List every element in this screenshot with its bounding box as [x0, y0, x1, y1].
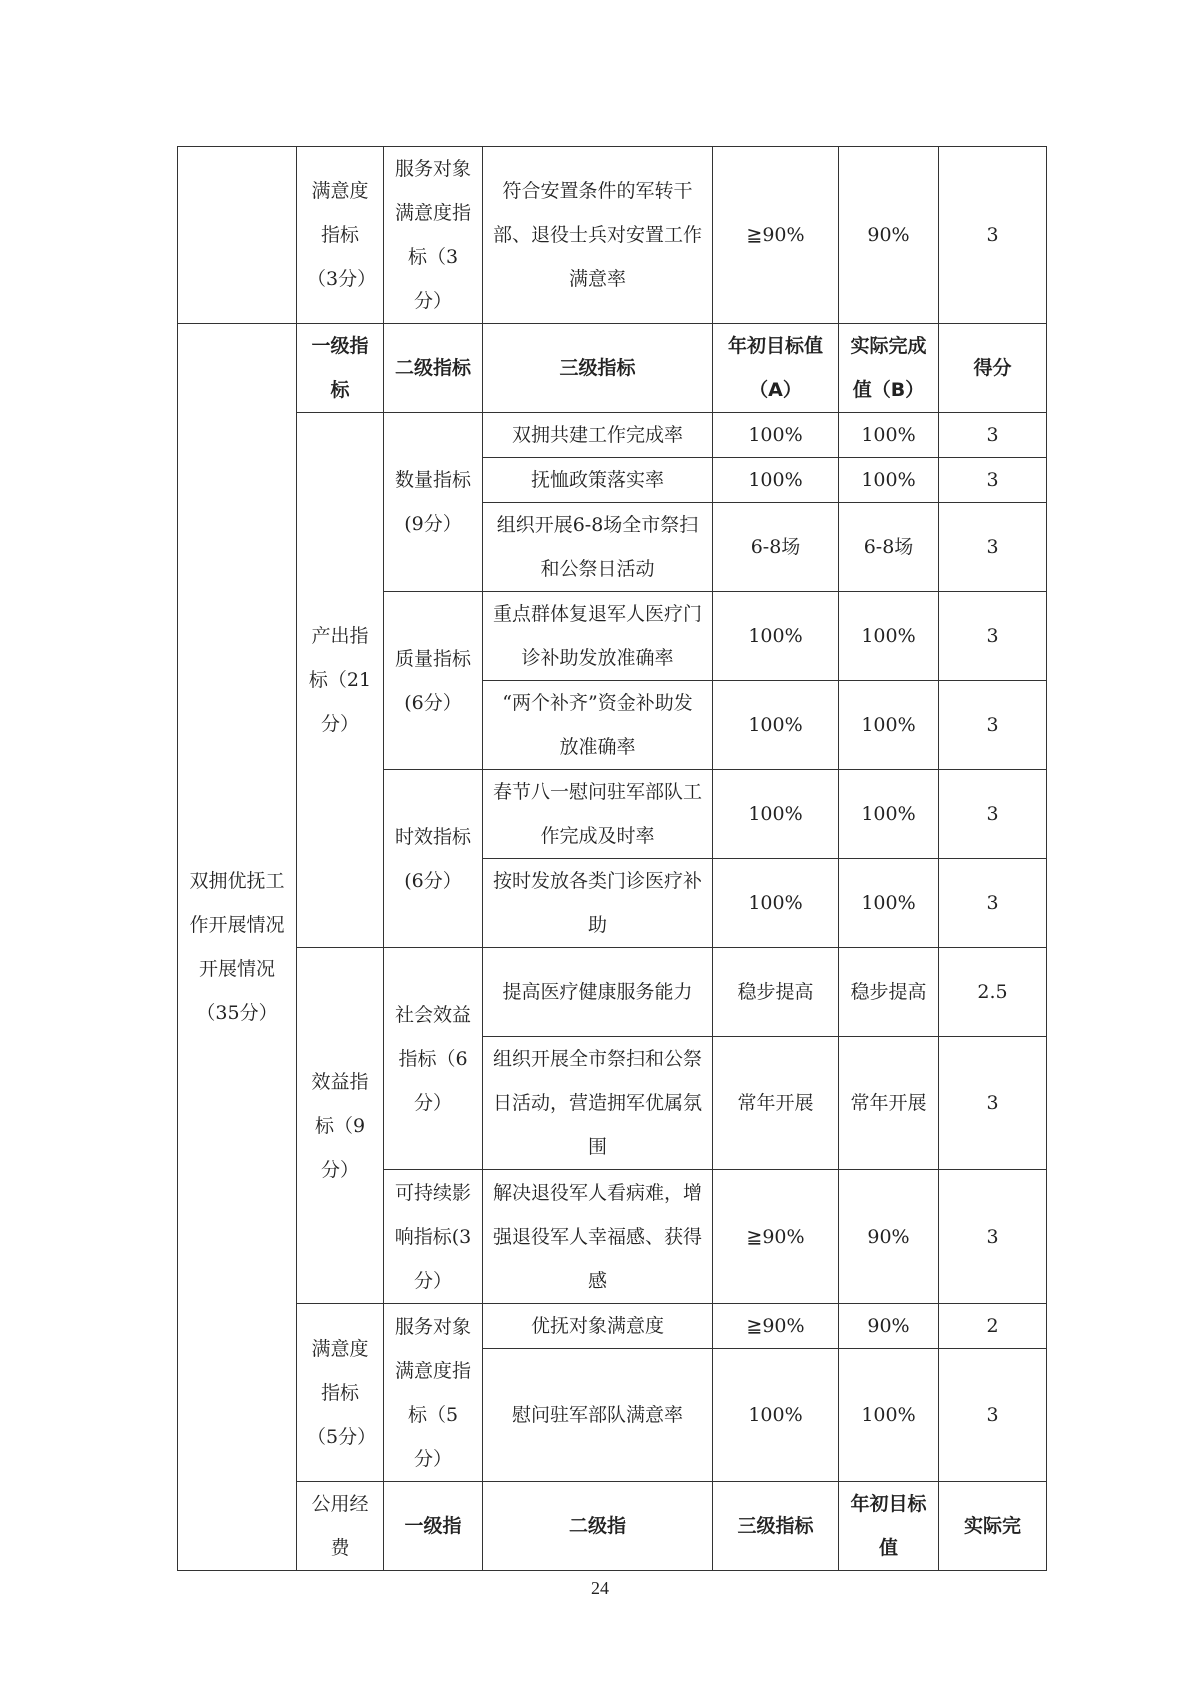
actual-cell: 100% — [839, 1349, 939, 1482]
score-cell: 3 — [939, 681, 1047, 770]
header-target: 年初目标值 — [839, 1482, 939, 1571]
subgroup-social-cell: 社会效益指标（6分） — [384, 948, 483, 1170]
score-cell: 3 — [939, 147, 1047, 324]
level3-cell: 优抚对象满意度 — [483, 1304, 713, 1349]
target-cell: 6-8场 — [713, 503, 839, 592]
actual-cell: 100% — [839, 458, 939, 503]
table-row — [178, 948, 1047, 1037]
header-level2: 二级指 — [483, 1482, 713, 1571]
level3-cell: 组织开展6-8场全市祭扫和公祭日活动 — [483, 503, 713, 592]
subgroup-sustain-cell: 可持续影响指标(3分） — [384, 1170, 483, 1304]
level3-cell: 重点群体复退军人医疗门诊补助发放准确率 — [483, 592, 713, 681]
level1-cell: 满意度指标（3分） — [297, 147, 384, 324]
project-cell-empty — [178, 147, 297, 324]
level3-cell: 按时发放各类门诊医疗补助 — [483, 859, 713, 948]
actual-cell: 100% — [839, 592, 939, 681]
actual-cell: 90% — [839, 147, 939, 324]
target-cell: 稳步提高 — [713, 948, 839, 1037]
subgroup-service-cell: 服务对象满意度指标（5分） — [384, 1304, 483, 1482]
score-cell: 2.5 — [939, 948, 1047, 1037]
group-benefit-cell: 效益指标（9分） — [297, 948, 384, 1304]
actual-cell: 90% — [839, 1170, 939, 1304]
score-cell: 3 — [939, 458, 1047, 503]
score-cell: 2 — [939, 1304, 1047, 1349]
header-score: 得分 — [939, 324, 1047, 413]
level3-cell: 提高医疗健康服务能力 — [483, 948, 713, 1037]
target-cell: ≧90% — [713, 1170, 839, 1304]
header-level3: 三级指标 — [713, 1482, 839, 1571]
score-cell: 3 — [939, 1170, 1047, 1304]
table-row — [178, 147, 1047, 324]
level3-cell: 春节八一慰问驻军部队工作完成及时率 — [483, 770, 713, 859]
score-cell: 3 — [939, 413, 1047, 458]
score-cell: 3 — [939, 592, 1047, 681]
actual-cell: 90% — [839, 1304, 939, 1349]
subgroup-quantity-cell: 数量指标(9分） — [384, 413, 483, 592]
actual-cell: 100% — [839, 681, 939, 770]
header-target: 年初目标值（A） — [713, 324, 839, 413]
header-actual: 实际完 — [939, 1482, 1047, 1571]
table-header-row — [178, 1482, 1047, 1571]
score-cell: 3 — [939, 859, 1047, 948]
score-cell: 3 — [939, 503, 1047, 592]
header-level2: 二级指标 — [384, 324, 483, 413]
subgroup-timeliness-cell: 时效指标(6分） — [384, 770, 483, 948]
target-cell: 100% — [713, 458, 839, 503]
score-cell: 3 — [939, 770, 1047, 859]
group-satisfaction-cell: 满意度指标（5分） — [297, 1304, 384, 1482]
actual-cell: 常年开展 — [839, 1037, 939, 1170]
score-cell: 3 — [939, 1037, 1047, 1170]
actual-cell: 100% — [839, 859, 939, 948]
group-output-cell: 产出指标（21分） — [297, 413, 384, 948]
target-cell: 100% — [713, 770, 839, 859]
page-number: 24 — [591, 1578, 609, 1598]
table-row — [178, 413, 1047, 458]
target-cell: 100% — [713, 681, 839, 770]
performance-table — [177, 146, 1047, 1571]
level3-cell: 解决退役军人看病难，增强退役军人幸福感、获得感 — [483, 1170, 713, 1304]
header-level1: 一级指标 — [297, 324, 384, 413]
level3-cell: 慰问驻军部队满意率 — [483, 1349, 713, 1482]
actual-cell: 100% — [839, 770, 939, 859]
header-level3: 三级指标 — [483, 324, 713, 413]
subgroup-quality-cell: 质量指标(6分） — [384, 592, 483, 770]
actual-cell: 6-8场 — [839, 503, 939, 592]
table-row — [178, 1304, 1047, 1349]
target-cell: 100% — [713, 413, 839, 458]
project-name-cell: 公用经费 — [297, 1482, 384, 1571]
project-name-cell: 双拥优抚工作开展情况开展情况（35分） — [178, 324, 297, 1571]
level3-cell: 组织开展全市祭扫和公祭日活动，营造拥军优属氛围 — [483, 1037, 713, 1170]
score-cell: 3 — [939, 1349, 1047, 1482]
actual-cell: 100% — [839, 413, 939, 458]
target-cell: 100% — [713, 1349, 839, 1482]
level3-cell: 符合安置条件的军转干部、退役士兵对安置工作满意率 — [483, 147, 713, 324]
table-header-row — [178, 324, 1047, 413]
target-cell: 100% — [713, 859, 839, 948]
header-level1: 一级指 — [384, 1482, 483, 1571]
target-cell: ≧90% — [713, 147, 839, 324]
target-cell: ≧90% — [713, 1304, 839, 1349]
actual-cell: 稳步提高 — [839, 948, 939, 1037]
level2-cell: 服务对象满意度指标（3分） — [384, 147, 483, 324]
level3-cell: “两个补齐”资金补助发放准确率 — [483, 681, 713, 770]
target-cell: 常年开展 — [713, 1037, 839, 1170]
target-cell: 100% — [713, 592, 839, 681]
header-actual: 实际完成值（B） — [839, 324, 939, 413]
level3-cell: 抚恤政策落实率 — [483, 458, 713, 503]
level3-cell: 双拥共建工作完成率 — [483, 413, 713, 458]
